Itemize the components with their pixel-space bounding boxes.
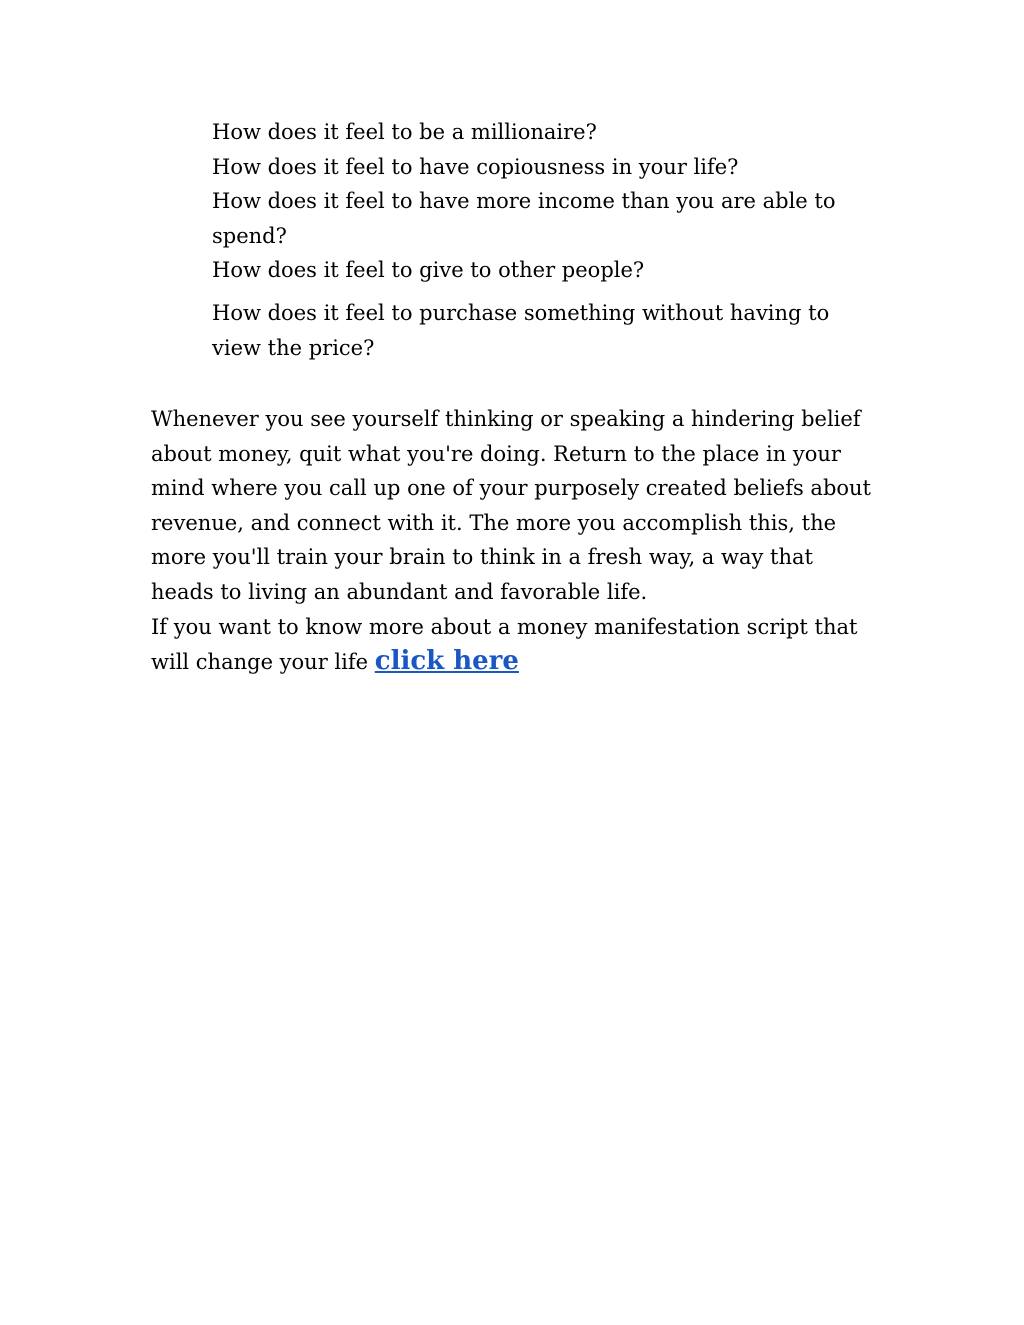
click-here-link[interactable]: click here — [374, 646, 519, 677]
body-paragraph: Whenever you see yourself thinking or speaking a hindering belief about money, quit what you're doing. Return to the place in your mind where you call up one of your purposely created beliefs about revenue, and connect with it. The more you accomplish this, the more you'll train your brain to think in a fresh way, a way that heads to living an abundant and favorable life. — [151, 407, 871, 604]
question-item: How does it feel to be a millionaire? — [212, 120, 597, 144]
question-item: How does it feel to have copiousness in your life? — [212, 154, 739, 179]
question-item: How does it feel to give to other people? — [212, 258, 645, 283]
cta-paragraph — [151, 610, 881, 680]
question-item: How does it feel to purchase something without having to view the price? — [212, 300, 830, 360]
question-item: How does it feel to have more income than you are able to spend? — [212, 189, 836, 248]
body-text — [151, 402, 881, 680]
question-list — [212, 115, 852, 365]
cta-text: If you want to know more about a money manifestation script that will change your life — [151, 614, 858, 675]
